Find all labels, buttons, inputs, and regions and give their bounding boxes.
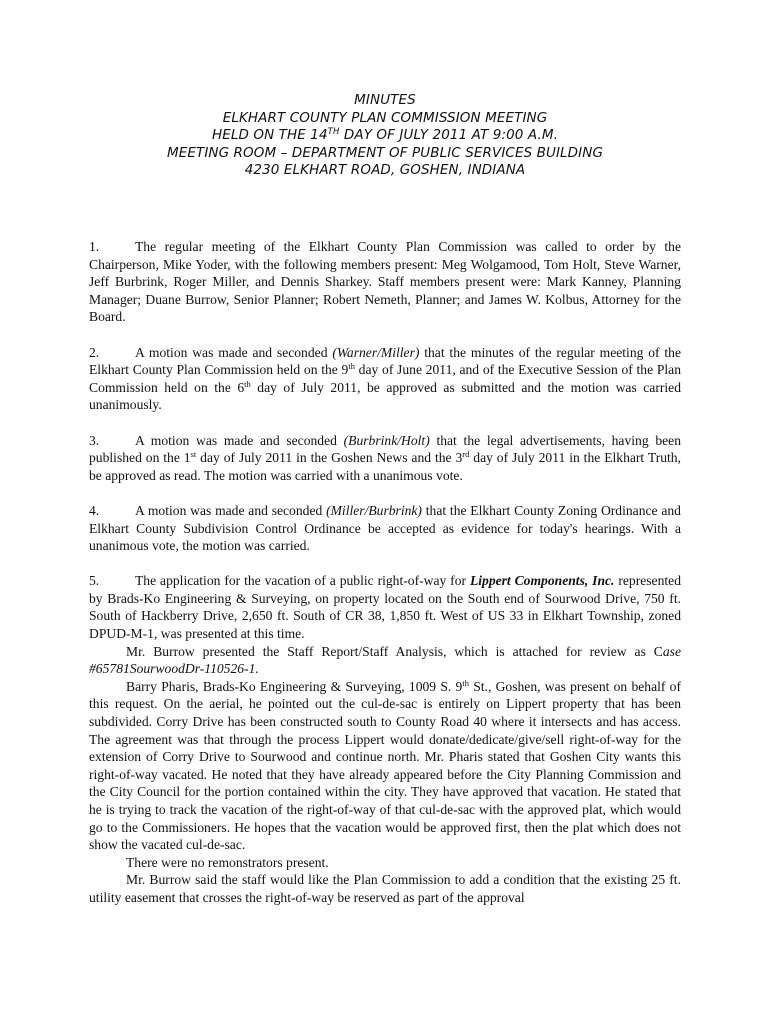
header-title: MINUTES — [354, 92, 416, 108]
applicant-name: Lippert Components, Inc. — [469, 573, 615, 589]
item-number: 5. — [89, 573, 100, 589]
item-number: 2. — [89, 344, 100, 360]
item-number: 3. — [89, 432, 100, 448]
item-number: 1. — [89, 239, 100, 254]
header-commission: ELKHART COUNTY PLAN COMMISSION MEETING — [222, 109, 548, 126]
header-date: HELD ON THE 14TH DAY OF JULY 2011 AT 9:00 A.M. — [211, 127, 559, 143]
item-number: 4. — [89, 502, 100, 518]
item-2-minutes-approval: 2. A motion was made and seconded (Warner/Miller) that the minutes of the regular meeting of the Elkhart County Plan Commission held on the 9th day of June 2011, and of the Executive Session of the Plan Commission held on the 6th day of July 2011, be approved as submitted and the motion was carried unanimously. — [89, 344, 682, 413]
item-3-legal-advertisements: 3. A motion was made and seconded (Burbrink/Holt) that the legal advertisements, having been published on the 1st day of July 2011 in the Goshen News and the 3rd day of July 2011 in the Elkhart Truth, be approved as read. The motion was carried with a unanimous vote. — [89, 432, 681, 483]
header-meeting-room: MEETING ROOM – DEPARTMENT OF PUBLIC SERVICES BUILDING — [166, 144, 604, 161]
staff-report-paragraph: Mr. Burrow presented the Staff Report/Staff Analysis, which is attached for review as Case #65781SourwoodDr-110526-1. — [89, 643, 681, 677]
minutes-header — [0, 92, 770, 180]
header-address: 4230 ELKHART ROAD, GOSHEN, INDIANA — [244, 162, 526, 178]
case-number: ase #65781SourwoodDr-110526-1 — [89, 643, 681, 677]
item-5-vacation-application: 5. The application for the vacation of a public right-of-way for Lippert Components, Inc. represented by Brads-Ko Engineering & Surveying, on property located on the South end of Sourwood Drive, 750 ft. South of Hackberry Drive, 2,650 ft. South of CR 38, 1,850 ft. West of US 33 in Elkhart Township, zoned DPUD-M-1, was presented at this time. — [89, 573, 681, 642]
motion-names: (Burbrink/Holt) — [343, 432, 430, 448]
petitioner-paragraph: Barry Pharis, Brads-Ko Engineering & Surveying, 1009 S. 9th St., Goshen, was present on behalf of this request. On the aerial, he pointed out the cul-de-sac is entirely on Lippert property that has been subdivided. Corry Drive has been constructed south to County Road 40 where it intersects and has access. The agreement was that through the process Lippert would donate/dedicate/give/sell right-of-way for the extension of Corry Drive to Sourwood and continue north. Mr. Pharis stated that Goshen City wants this right-of-way vacated. He noted that they have already appeared before the City Planning Commission and the City Council for the portion contained within the city. They have approved that vacation. He stated that he is trying to track the vacation of the right-of-way of that cul-de-sac with the approved plat, which would go to the Commissioners. He hopes that the vacation would be approved first, then the plat which does not show the vacated cul-de-sac. — [89, 677, 681, 853]
minutes-body — [89, 238, 681, 907]
remonstrators-paragraph: There were no remonstrators present. — [126, 854, 329, 870]
motion-names: (Miller/Burbrink) — [326, 502, 422, 518]
staff-condition-paragraph: Mr. Burrow said the staff would like the Plan Commission to add a condition that the existing 25 ft. utility easement that crosses the right-of-way be reserved as part of the approval — [89, 872, 681, 905]
item-1-call-to-order: 1. The regular meeting of the Elkhart County Plan Commission was called to order by the Chairperson, Mike Yoder, with the following members present: Meg Wolgamood, Tom Holt, Steve Warner, Jeff Burbrink, Roger Miller, and Dennis Sharkey. Staff members present were: Mark Kanney, Planning Manager; Duane Burrow, Senior Planner; Robert Nemeth, Planner; and James W. Kolbus, Attorney for the Board. — [89, 239, 681, 325]
motion-names: (Warner/Miller) — [332, 344, 420, 360]
item-4-ordinances-evidence: 4. A motion was made and seconded (Miller/Burbrink) that the Elkhart County Zoning Ordinance and Elkhart County Subdivision Control Ordinance be accepted as evidence for today's hearings. With a unanimous vote, the motion was carried. — [89, 502, 681, 554]
